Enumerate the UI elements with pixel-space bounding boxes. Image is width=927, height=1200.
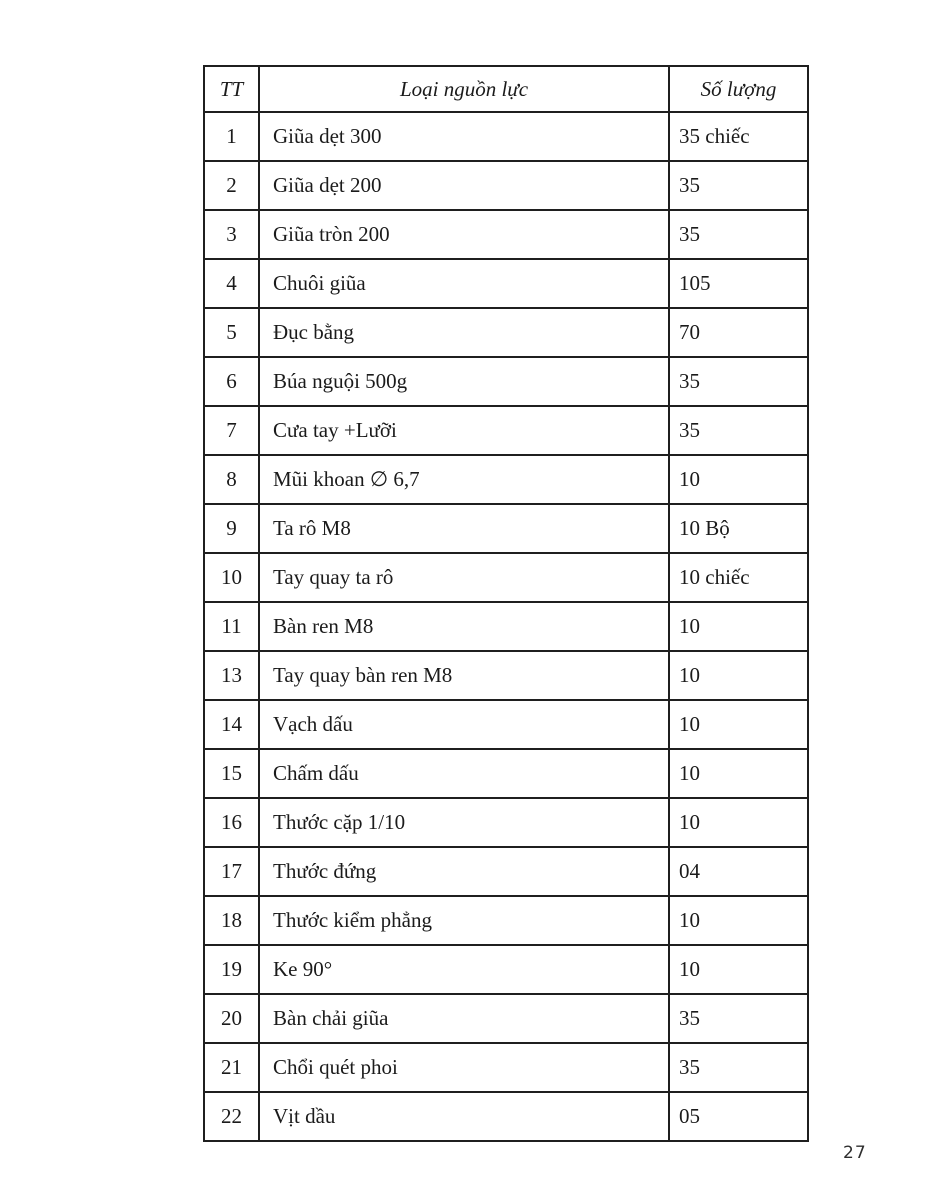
header-cell-name: Loại nguồn lực: [259, 66, 669, 112]
resource-name-cell: Vạch dấu: [259, 700, 669, 749]
table-row: [204, 651, 808, 700]
resource-name-cell: Chổi quét phoi: [259, 1043, 669, 1092]
resource-name-cell: Ke 90°: [259, 945, 669, 994]
table-row: [204, 798, 808, 847]
table-row: [204, 749, 808, 798]
table-row: [204, 259, 808, 308]
resource-name-cell: Giũa tròn 200: [259, 210, 669, 259]
quantity-cell: 70: [669, 308, 808, 357]
table-row: [204, 700, 808, 749]
row-number-cell: 16: [204, 798, 259, 847]
quantity-cell: 35: [669, 161, 808, 210]
resource-name-cell: Tay quay bàn ren M8: [259, 651, 669, 700]
table-row: [204, 308, 808, 357]
resource-name-cell: Bàn chải giũa: [259, 994, 669, 1043]
quantity-cell: 35: [669, 994, 808, 1043]
quantity-cell: 10: [669, 700, 808, 749]
row-number-cell: 15: [204, 749, 259, 798]
table-row: [204, 455, 808, 504]
table-row: [204, 210, 808, 259]
row-number-cell: 8: [204, 455, 259, 504]
row-number-cell: 1: [204, 112, 259, 161]
row-number-cell: 9: [204, 504, 259, 553]
table-body: [204, 112, 808, 1141]
row-number-cell: 17: [204, 847, 259, 896]
quantity-cell: 10: [669, 651, 808, 700]
table-row: [204, 553, 808, 602]
row-number-cell: 21: [204, 1043, 259, 1092]
row-number-cell: 20: [204, 994, 259, 1043]
row-number-cell: 18: [204, 896, 259, 945]
table-row: [204, 504, 808, 553]
resource-name-cell: Chuôi giũa: [259, 259, 669, 308]
resource-name-cell: Giũa dẹt 200: [259, 161, 669, 210]
row-number-cell: 22: [204, 1092, 259, 1141]
resource-name-cell: Cưa tay +Lưỡi: [259, 406, 669, 455]
quantity-cell: 10: [669, 798, 808, 847]
row-number-cell: 6: [204, 357, 259, 406]
quantity-cell: 35 chiếc: [669, 112, 808, 161]
row-number-cell: 4: [204, 259, 259, 308]
resource-name-cell: Thước cặp 1/10: [259, 798, 669, 847]
resource-name-cell: Bàn ren M8: [259, 602, 669, 651]
page-number: 27: [843, 1143, 867, 1163]
quantity-cell: 10: [669, 896, 808, 945]
table-row: [204, 161, 808, 210]
resource-name-cell: Ta rô M8: [259, 504, 669, 553]
resource-name-cell: Búa nguội 500g: [259, 357, 669, 406]
resource-name-cell: Giũa dẹt 300: [259, 112, 669, 161]
quantity-cell: 35: [669, 406, 808, 455]
resource-name-cell: Tay quay ta rô: [259, 553, 669, 602]
table-row: [204, 1092, 808, 1141]
quantity-cell: 05: [669, 1092, 808, 1141]
row-number-cell: 14: [204, 700, 259, 749]
quantity-cell: 10: [669, 945, 808, 994]
row-number-cell: 13: [204, 651, 259, 700]
header-row: [204, 66, 808, 112]
table-row: [204, 994, 808, 1043]
quantity-cell: 10 Bộ: [669, 504, 808, 553]
row-number-cell: 10: [204, 553, 259, 602]
resource-name-cell: Thước kiểm phẳng: [259, 896, 669, 945]
row-number-cell: 3: [204, 210, 259, 259]
header-cell-qty: Số lượng: [669, 66, 808, 112]
header-cell-tt: TT: [204, 66, 259, 112]
row-number-cell: 5: [204, 308, 259, 357]
resource-name-cell: Chấm dấu: [259, 749, 669, 798]
table-row: [204, 847, 808, 896]
row-number-cell: 2: [204, 161, 259, 210]
table-row: [204, 112, 808, 161]
resource-name-cell: Vịt dầu: [259, 1092, 669, 1141]
quantity-cell: 10: [669, 455, 808, 504]
table-row: [204, 602, 808, 651]
table-row: [204, 896, 808, 945]
quantity-cell: 04: [669, 847, 808, 896]
quantity-cell: 10: [669, 749, 808, 798]
table-row: [204, 945, 808, 994]
table-header: [204, 66, 808, 112]
resources-table: [203, 65, 809, 1142]
row-number-cell: 11: [204, 602, 259, 651]
row-number-cell: 7: [204, 406, 259, 455]
resource-name-cell: Mũi khoan ∅ 6,7: [259, 455, 669, 504]
quantity-cell: 35: [669, 1043, 808, 1092]
table-row: [204, 357, 808, 406]
quantity-cell: 10 chiếc: [669, 553, 808, 602]
quantity-cell: 105: [669, 259, 808, 308]
quantity-cell: 35: [669, 210, 808, 259]
quantity-cell: 35: [669, 357, 808, 406]
row-number-cell: 19: [204, 945, 259, 994]
resource-name-cell: Thước đứng: [259, 847, 669, 896]
table-row: [204, 406, 808, 455]
table-row: [204, 1043, 808, 1092]
quantity-cell: 10: [669, 602, 808, 651]
resource-name-cell: Đục bằng: [259, 308, 669, 357]
